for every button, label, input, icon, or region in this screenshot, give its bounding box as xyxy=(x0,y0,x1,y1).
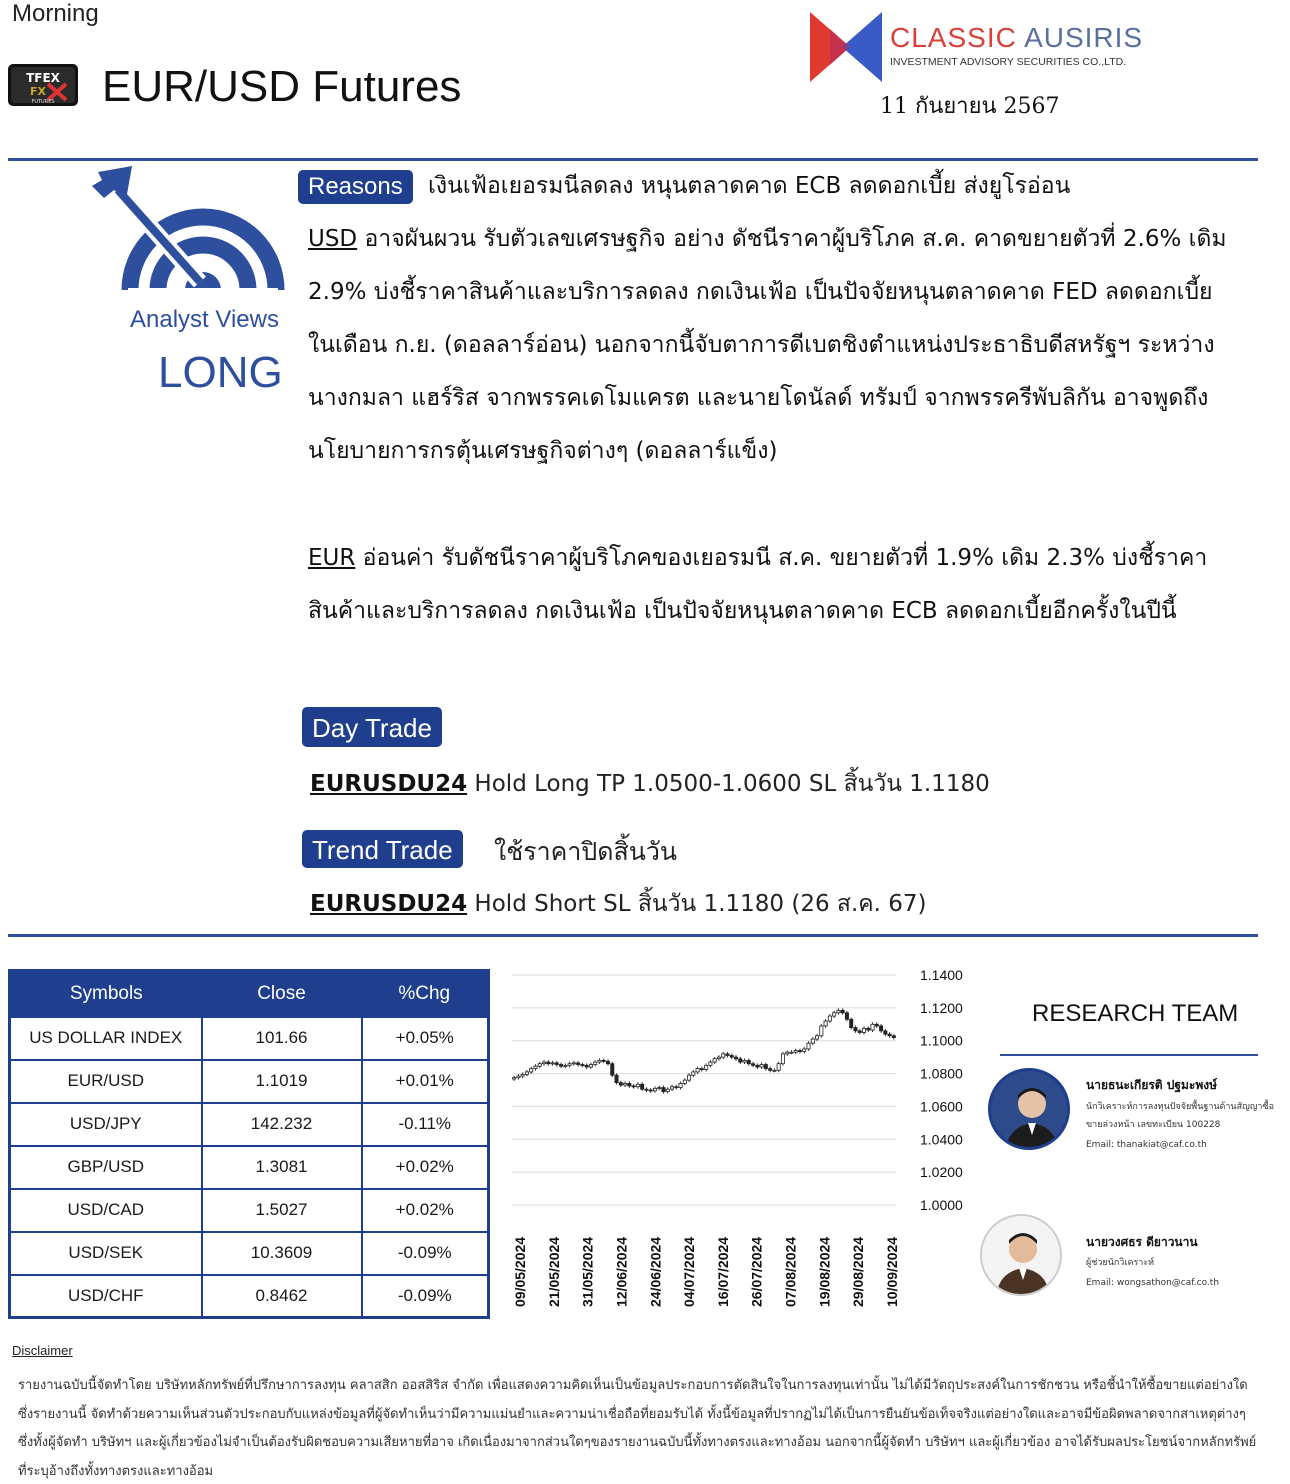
candle-body xyxy=(875,1024,878,1026)
candle-body xyxy=(717,1057,720,1059)
trend-trade-note: ใช้ราคาปิดสิ้นวัน xyxy=(494,837,677,866)
candle-body xyxy=(884,1031,887,1034)
candle-body xyxy=(828,1016,831,1021)
candle-body xyxy=(730,1056,733,1058)
close-cell: 101.66 xyxy=(202,1017,362,1060)
candle-body xyxy=(713,1059,716,1062)
candle-body xyxy=(692,1072,695,1075)
candle-body xyxy=(606,1061,609,1063)
candle-body xyxy=(747,1060,750,1063)
candle-body xyxy=(662,1088,665,1092)
x-tick-label: 09/05/2024 xyxy=(512,1236,528,1307)
candle-body xyxy=(581,1065,584,1066)
candle-body xyxy=(739,1059,742,1062)
candle-body xyxy=(777,1064,780,1071)
candle-body xyxy=(858,1031,861,1033)
candle-body xyxy=(769,1069,772,1071)
header-symbols: Symbols xyxy=(10,971,202,1017)
usd-key: USD xyxy=(308,226,358,252)
member-1-name: นายธนะเกียรติ ปฐมะพงษ์ xyxy=(1086,1078,1218,1092)
x-tick-label: 29/08/2024 xyxy=(850,1236,867,1307)
svg-text:FX: FX xyxy=(30,85,46,98)
candle-body xyxy=(815,1036,818,1039)
candle-body xyxy=(675,1087,678,1088)
candle-body xyxy=(764,1065,767,1069)
member-2-name: นายวงศธร ดียาวนาน xyxy=(1086,1235,1198,1249)
table-row xyxy=(10,1103,489,1146)
candle-body xyxy=(841,1010,844,1012)
candle-body xyxy=(513,1078,516,1079)
candle-body xyxy=(798,1051,801,1052)
candle-body xyxy=(585,1065,588,1067)
day-trade-line xyxy=(310,766,990,802)
candle-body xyxy=(683,1080,686,1083)
candle-body xyxy=(551,1063,554,1064)
x-tick-label: 21/05/2024 xyxy=(545,1236,562,1307)
candle-body xyxy=(781,1054,784,1064)
chg-cell: +0.01% xyxy=(362,1060,489,1103)
avatar-member-2 xyxy=(980,1214,1062,1296)
candle-body xyxy=(687,1075,690,1080)
candle-body xyxy=(734,1057,737,1059)
candle-body xyxy=(542,1062,545,1064)
morning-label: Morning xyxy=(12,0,99,27)
candle-body xyxy=(862,1028,865,1032)
day-trade-text: Hold Long TP 1.0500-1.0600 SL สิ้นวัน 1.1180 xyxy=(467,771,990,797)
candle-body xyxy=(559,1065,562,1067)
candle-body xyxy=(547,1062,550,1064)
candle-body xyxy=(666,1089,669,1091)
candle-body xyxy=(658,1088,661,1089)
candle-body xyxy=(636,1084,639,1086)
tfex-logo xyxy=(8,64,78,106)
y-tick-label: 1.0200 xyxy=(920,1164,963,1181)
x-tick-label: 31/05/2024 xyxy=(579,1236,596,1307)
eurusd-price-chart xyxy=(500,955,980,1315)
candle-body xyxy=(794,1051,797,1053)
y-tick-label: 1.1200 xyxy=(920,999,963,1016)
candle-body xyxy=(530,1069,533,1072)
eur-key: EUR xyxy=(308,545,356,571)
candle-body xyxy=(820,1026,823,1036)
x-tick-label: 12/06/2024 xyxy=(613,1236,630,1307)
x-tick-label: 19/08/2024 xyxy=(816,1236,833,1307)
x-tick-label: 26/07/2024 xyxy=(748,1236,765,1307)
candle-body xyxy=(555,1063,558,1065)
symbol-cell: USD/CAD xyxy=(10,1189,202,1232)
close-cell: 10.3609 xyxy=(202,1232,362,1275)
candle-body xyxy=(705,1065,708,1069)
symbol-cell: GBP/USD xyxy=(10,1146,202,1189)
close-cell: 1.5027 xyxy=(202,1189,362,1232)
x-tick-label: 24/06/2024 xyxy=(647,1236,664,1307)
candle-body xyxy=(867,1028,870,1030)
candle-body xyxy=(871,1024,874,1030)
day-trade-tag: Day Trade xyxy=(302,707,442,747)
candle-body xyxy=(824,1021,827,1026)
candle-body xyxy=(670,1087,673,1089)
candle-body xyxy=(726,1054,729,1056)
candle-body xyxy=(696,1069,699,1072)
close-cell: 1.1019 xyxy=(202,1060,362,1103)
table-header-row xyxy=(10,971,489,1017)
candle-body xyxy=(564,1065,567,1066)
candle-body xyxy=(807,1043,810,1049)
close-cell: 1.3081 xyxy=(202,1146,362,1189)
chg-cell: +0.02% xyxy=(362,1146,489,1189)
candle-body xyxy=(837,1010,840,1012)
symbol-cell: USD/CHF xyxy=(10,1275,202,1318)
candle-body xyxy=(679,1083,682,1087)
candle-body xyxy=(803,1049,806,1051)
x-tick-label: 07/08/2024 xyxy=(782,1236,799,1307)
target-arrow-icon xyxy=(88,160,298,310)
candle-body xyxy=(577,1063,580,1065)
candle-body xyxy=(709,1062,712,1065)
disclaimer-text: รายงานฉบับนี้จัดทำโดย บริษัทหลักทรัพย์ที่ปรึกษาการลงทุน คลาสสิก ออสสิริส จำกัด เพื่อแสดงความคิดเห็นเป็นข้อมูลประกอบการตัดสินใจในการลงทุนเท่านั้น ไม่ได้มีวัตถุประสงค์ในการชักชวน หรือชี้นำให้ซื้อขายแต่อย่างใด ซึ่งรายงานนี้ จัดทำด้วยความเห็นส่วนตัวประกอบกับแหล่งข้อมูลที่ผู้จัดทำเห็นว่ามีความแม่นยำและความน่าเชื่อถือที่ยอมรับได้ ทั้งนี้ข้อมูลที่ปรากฏไม่ได้เป็นการยืนยันข้อเท็จจริงแต่อย่างใดและอาจมีข้อผิดพลาดจากสาเหตุต่างๆ ซึ่งทั้งผู้จัดทำ บริษัทฯ และผู้เกี่ยวข้องไม่จำเป็นต้องรับผิดชอบความเสียหายที่อาจ เกิดเนื่องมาจากส่วนใดๆของรายงานฉบับนี้ทั้งทางตรงและทางอ้อม นอกจากนี้ผู้จัดทำ บริษัทฯ และผู้เกี่ยวข้อง อาจได้รับผลประโยชน์จากหลักทรัพย์ที่ระบุอ้างถึงทั้งทางตรงและทางอ้อม xyxy=(18,1378,1257,1479)
report-date: 11 กันยายน 2567 xyxy=(880,94,1060,119)
candle-body xyxy=(572,1063,575,1064)
trend-trade-symbol: EURUSDU24 xyxy=(310,891,468,917)
y-tick-label: 1.0000 xyxy=(920,1197,963,1213)
y-tick-label: 1.1000 xyxy=(920,1032,963,1049)
candle-body xyxy=(623,1083,626,1085)
reasons-tag: Reasons xyxy=(298,170,413,204)
close-cell: 0.8462 xyxy=(202,1275,362,1318)
member-1-email: Email: thanakiat@caf.co.th xyxy=(1086,1140,1207,1150)
candle-body xyxy=(854,1028,857,1031)
trend-trade-text: Hold Short SL สิ้นวัน 1.1180 (26 ส.ค. 67) xyxy=(467,891,927,917)
disclaimer-title: Disclaimer xyxy=(12,1343,73,1358)
eur-paragraph xyxy=(308,532,1228,638)
candle-body xyxy=(722,1054,725,1057)
candle-body xyxy=(760,1065,763,1067)
y-tick-label: 1.1400 xyxy=(920,967,963,983)
candle-body xyxy=(845,1013,848,1020)
candle-body xyxy=(700,1069,703,1070)
close-cell: 142.232 xyxy=(202,1103,362,1146)
chg-cell: -0.09% xyxy=(362,1275,489,1318)
header-close: Close xyxy=(202,971,362,1017)
candle-body xyxy=(611,1064,614,1076)
member-1-role: นักวิเคราะห์การลงทุนปัจจัยพื้นฐานด้านสัญญาซื้อขายล่วงหน้า เลขทะเบียน 100228 xyxy=(1086,1102,1274,1130)
candle-body xyxy=(879,1026,882,1031)
chg-cell: +0.02% xyxy=(362,1189,489,1232)
table-row xyxy=(10,1189,489,1232)
candle-body xyxy=(645,1089,648,1090)
research-team-title: RESEARCH TEAM xyxy=(1032,1000,1239,1027)
candle-body xyxy=(773,1070,776,1071)
candle-body xyxy=(833,1013,836,1016)
table-row xyxy=(10,1017,489,1060)
candle-body xyxy=(790,1052,793,1053)
candle-body xyxy=(850,1019,853,1027)
candle-body xyxy=(517,1076,520,1078)
symbol-cell: USD/SEK xyxy=(10,1232,202,1275)
candle-body xyxy=(521,1074,524,1076)
reasons-intro: เงินเฟ้อเยอรมนีลดลง หนุนตลาดคาด ECB ลดดอกเบี้ย ส่งยูโรอ่อน xyxy=(428,173,1071,199)
candle-body xyxy=(615,1075,618,1082)
candle-body xyxy=(641,1084,644,1089)
svg-text:TFEX: TFEX xyxy=(26,71,60,85)
chg-cell: -0.09% xyxy=(362,1232,489,1275)
svg-text:FUTURES: FUTURES xyxy=(31,99,55,105)
analyst-view-long: LONG xyxy=(158,348,283,397)
candle-body xyxy=(602,1060,605,1061)
candle-body xyxy=(756,1065,759,1067)
table-row xyxy=(10,1146,489,1189)
chg-cell: +0.05% xyxy=(362,1017,489,1060)
candle-body xyxy=(568,1064,571,1066)
y-tick-label: 1.0800 xyxy=(920,1065,963,1082)
day-trade-symbol: EURUSDU24 xyxy=(310,771,468,797)
candle-body xyxy=(649,1090,652,1091)
eur-text: อ่อนค่า รับดัชนีราคาผู้บริโภคของเยอรมนี ส.ค. ขยายตัวที่ 1.9% เดิม 2.3% บ่งชี้ราคาสินค้าและบริการลดลง กดเงินเฟ้อ เป็นปัจจัยหนุนตลาดคาด ECB ลดดอกเบี้ยอีกครั้งในปีนี้ xyxy=(308,545,1208,624)
candle-body xyxy=(751,1064,754,1066)
market-table xyxy=(8,969,490,1319)
y-tick-label: 1.0600 xyxy=(920,1098,963,1115)
table-row xyxy=(10,1060,489,1103)
candle-body xyxy=(892,1036,895,1038)
candle-body xyxy=(538,1064,541,1066)
candle-body xyxy=(811,1039,814,1043)
candle-body xyxy=(525,1072,528,1074)
usd-text: อาจผันผวน รับตัวเลขเศรษฐกิจ อย่าง ดัชนีราคาผู้บริโภค ส.ค. คาดขยายตัวที่ 2.6% เดิม 2.9% บ่งชี้ราคาสินค้าและบริการลดลง กดเงินเฟ้อ เป็นปัจจัยหนุนตลาดคาด FED ลดดอกเบี้ยในเดือน ก.ย. (ดอลลาร์อ่อน) นอกจากนี้จับตาการดีเบตชิงตำแหน่งประธาธิบดีสหรัฐฯ ระหว่างนางกมลา แฮร์ริส จากพรรคเดโมแครต และนายโดนัลด์ ทรัมป์ จากพรรครีพับลิกัน อาจพูดถึงนโยบายการกรตุ้นเศรษฐกิจต่างๆ (ดอลลาร์แข็ง) xyxy=(308,226,1227,464)
table-row xyxy=(10,1275,489,1318)
symbol-cell: US DOLLAR INDEX xyxy=(10,1017,202,1060)
classic-ausiris-logo xyxy=(810,12,882,82)
x-tick-label: 10/09/2024 xyxy=(884,1236,900,1307)
chg-cell: -0.11% xyxy=(362,1103,489,1146)
candle-body xyxy=(653,1088,656,1090)
candle-body xyxy=(628,1083,631,1085)
member-2-role: ผู้ช่วยนักวิเคราะห์ xyxy=(1086,1258,1155,1268)
usd-paragraph xyxy=(308,213,1228,478)
candle-body xyxy=(598,1060,601,1062)
candle-body xyxy=(888,1034,891,1036)
member-2-email: Email: wongsathon@caf.co.th xyxy=(1086,1278,1220,1288)
analyst-views-label: Analyst Views xyxy=(130,306,279,333)
candle-body xyxy=(619,1083,622,1085)
team-divider xyxy=(1000,1054,1258,1056)
candle-body xyxy=(786,1052,789,1054)
symbol-cell: EUR/USD xyxy=(10,1060,202,1103)
candle-body xyxy=(534,1066,537,1068)
trend-trade-tag: Trend Trade xyxy=(302,830,463,868)
candle-body xyxy=(589,1065,592,1067)
x-tick-label: 04/07/2024 xyxy=(681,1236,698,1307)
header-chg: %Chg xyxy=(362,971,489,1017)
y-tick-label: 1.0400 xyxy=(920,1131,963,1148)
table-row xyxy=(10,1232,489,1275)
symbol-cell: USD/JPY xyxy=(10,1103,202,1146)
trend-trade-line xyxy=(310,886,927,922)
brand-name: CLASSIC AUSIRIS xyxy=(890,22,1144,53)
avatar-member-1 xyxy=(988,1068,1070,1150)
candle-body xyxy=(632,1086,635,1087)
candle-body xyxy=(594,1062,597,1064)
x-tick-label: 16/07/2024 xyxy=(714,1236,731,1307)
page-title: EUR/USD Futures xyxy=(102,62,462,111)
middle-divider xyxy=(8,934,1258,937)
brand-subtitle: INVESTMENT ADVISORY SECURITIES CO.,LTD. xyxy=(890,56,1127,68)
candle-body xyxy=(743,1060,746,1062)
